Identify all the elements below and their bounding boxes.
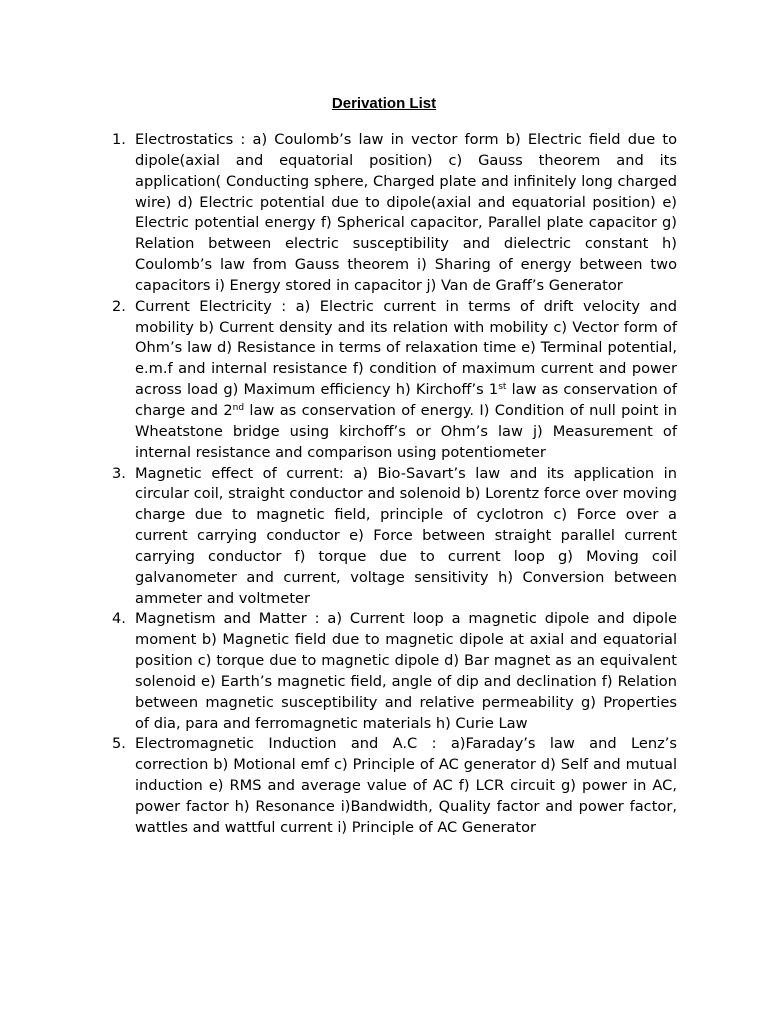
- superscript-nd: nd: [232, 402, 245, 413]
- list-item-text: Electrostatics : a) Coulomb’s law in vector form b) Electric field due to dipole(axial and equatorial position) c) Gauss theorem and its application( Conducting sphere, Charged plate and infinitely long charged wire) d) Electric potential due to dipole(axial and equatorial position) e) Electric potential energy f) Spherical capacitor, Parallel plate capacitor g) Relation between electric susceptibility and dielectric constant h) Coulomb’s law from Gauss theorem i) Sharing of energy between two capacitors i) Energy stored in capacitor j) Van de Graff’s Generator: [135, 131, 677, 294]
- list-item: [112, 734, 677, 838]
- document-title: Derivation List: [331, 95, 437, 112]
- list-item-text: Magnetic effect of current: a) Bio-Savart’s law and its application in circular coil, straight conductor and solenoid b) Lorentz force over moving charge due to magnetic field, principle of cyclotron c) Force over a current carrying conductor e) Force between straight parallel current carrying conductor f) torque due to current loop g) Moving coil galvanometer and current, voltage sensitivity h) Conversion between ammeter and voltmeter: [135, 464, 677, 607]
- superscript-st: st: [498, 382, 507, 393]
- list-item: [112, 609, 677, 734]
- list-number: 4.: [112, 610, 126, 628]
- list-number: 1.: [112, 131, 126, 148]
- list-number: 3.: [112, 464, 126, 482]
- list-item: [112, 130, 677, 297]
- list-number: 2.: [112, 297, 126, 315]
- list-item: [112, 297, 677, 464]
- list-item-text: Magnetism and Matter : a) Current loop a magnetic dipole and dipole moment b) Magnetic field due to magnetic dipole at axial and equatorial position c) torque due to magnetic dipole d) Bar magnet as an equivalent solenoid e) Earth’s magnetic field, angle of dip and declination f) Relation between magnetic susceptibility and relative permeability g) Properties of dia, para and ferromagnetic materials h) Curie Law: [135, 610, 677, 732]
- list-item-text: Electromagnetic Induction and A.C : a)Faraday’s law and Lenz’s correction b) Motional emf c) Principle of AC generator d) Self and mutual induction e) RMS and average value of AC f) LCR circuit g) power in AC, power factor h) Resonance i)Bandwidth, Quality factor and power factor, wattles and wattful current i) Principle of AC Generator: [135, 735, 677, 836]
- list-item-text: Current Electricity : a) Electric current in terms of drift velocity and mobility b) Current density and its relation with mobility c) Vector form of Ohm’s law d) Resistance in terms of relaxation time e) Terminal potential, e.m.f and internal resistance f) condition of maximum current and power across load g) Maximum efficiency h) Kirchoff’s 1st law as conservation of charge and 2nd law as conservation of energy. I) Condition of null point in Wheatstone bridge using kirchoff’s or Ohm’s law j) Measurement of internal resistance and comparison using potentiometer: [135, 297, 677, 461]
- list-item: [112, 464, 677, 610]
- list-number: 5.: [112, 735, 126, 753]
- derivation-list: [112, 130, 677, 839]
